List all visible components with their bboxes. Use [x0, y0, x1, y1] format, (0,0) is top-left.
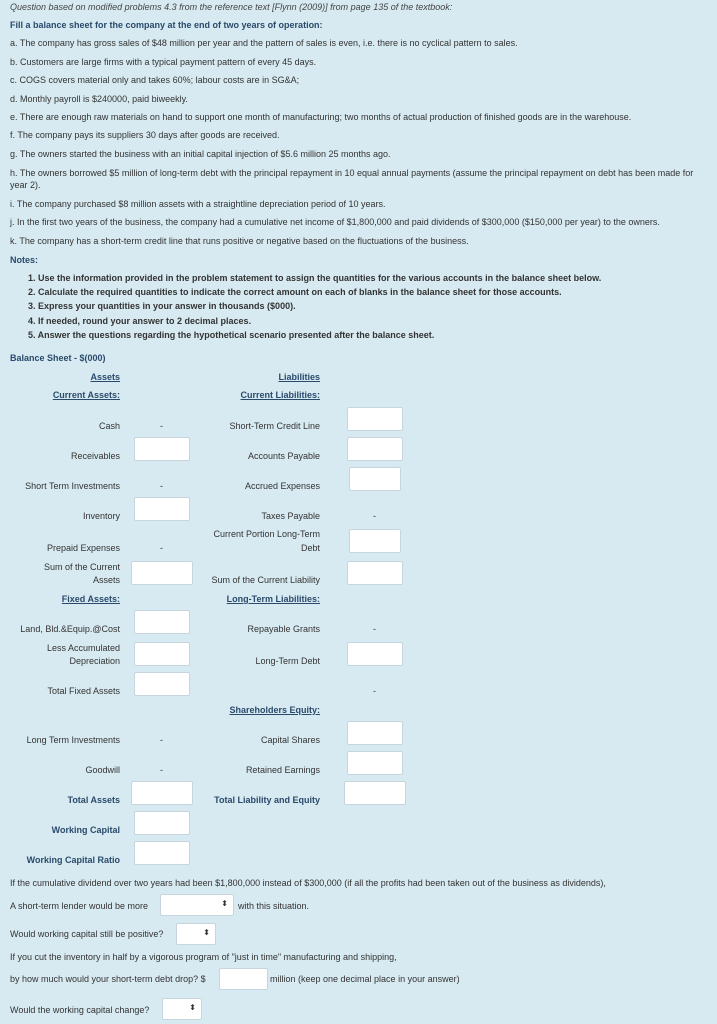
inventory-label: Inventory	[82, 511, 120, 521]
sum-current-liability-label: Sum of the Current Liability	[211, 575, 320, 585]
note-3: 3. Express your quantities in your answer in thousands ($000).	[28, 301, 296, 311]
long-term-debt-input[interactable]	[347, 642, 403, 666]
working-capital-ratio-input[interactable]	[134, 841, 190, 865]
long-term-debt-label: Long-Term Debt	[255, 656, 320, 666]
less-depreciation-label-1: Less Accumulated	[46, 643, 120, 653]
fact-i: i. The company purchased $8 million assets with a straightline depreciation period of 10 years.	[10, 199, 386, 209]
working-capital-label: Working Capital	[51, 825, 120, 835]
total-fixed-assets-input[interactable]	[134, 672, 190, 696]
prepaid-expenses-dash: -	[160, 543, 163, 553]
fact-a: a. The company has gross sales of $48 million per year and the pattern of sales is even, i.e. there is no cyclical pattern to sales.	[10, 38, 518, 48]
goodwill-label: Goodwill	[85, 765, 120, 775]
sum-current-assets-label-1: Sum of the Current	[43, 562, 120, 572]
goodwill-dash: -	[160, 765, 163, 775]
select-arrow-icon: ⬍	[203, 928, 210, 937]
sum-current-assets-input[interactable]	[131, 561, 193, 585]
land-label: Land, Bld.&Equip.@Cost	[20, 624, 120, 634]
receivables-input[interactable]	[134, 437, 190, 461]
repayable-grants-label: Repayable Grants	[247, 624, 320, 634]
q1-text-after: with this situation.	[238, 901, 310, 911]
note-1: 1. Use the information provided in the problem statement to assign the quantities for the various accounts in the balance sheet below.	[28, 273, 602, 283]
lender-comfort-select[interactable]	[160, 894, 234, 916]
total-liability-equity-label: Total Liability and Equity	[214, 795, 320, 805]
repayable-grants-dash: -	[373, 624, 376, 634]
liabilities-header: Liabilities	[278, 372, 320, 382]
taxes-payable-label: Taxes Payable	[261, 511, 320, 521]
cash-dash: -	[160, 421, 163, 431]
working-capital-change-select[interactable]	[162, 998, 202, 1020]
total-assets-label: Total Assets	[67, 795, 120, 805]
short-term-debt-drop-input[interactable]	[219, 968, 268, 990]
working-capital-input[interactable]	[134, 811, 190, 835]
select-arrow-icon: ⬍	[221, 899, 228, 908]
q3-text-after: million (keep one decimal place in your answer)	[270, 974, 460, 984]
select-arrow-icon: ⬍	[189, 1003, 196, 1012]
accrued-expenses-label: Accrued Expenses	[244, 481, 320, 491]
fact-g: g. The owners started the business with an initial capital injection of $5.6 million 25 months ago.	[10, 149, 391, 159]
accrued-expenses-input[interactable]	[349, 467, 401, 491]
cash-label: Cash	[98, 421, 120, 431]
scenario-intro: If the cumulative dividend over two years had been $1,800,000 instead of $300,000 (if all the profits had been taken out of the business as dividends),	[10, 878, 606, 888]
note-5: 5. Answer the questions regarding the hypothetical scenario presented after the balance sheet.	[28, 330, 435, 340]
receivables-label: Receivables	[70, 451, 120, 461]
long-term-investments-dash: -	[160, 735, 163, 745]
instruction: Fill a balance sheet for the company at the end of two years of operation:	[10, 20, 323, 30]
sum-current-liability-input[interactable]	[347, 561, 403, 585]
fact-b: b. Customers are large firms with a typical payment pattern of every 45 days.	[10, 57, 317, 67]
fact-e: e. There are enough raw materials on hand to support one month of manufacturing; two months of actual production of finished goods are in the warehouse.	[10, 112, 632, 122]
total-liability-equity-input[interactable]	[344, 781, 406, 805]
working-capital-positive-select[interactable]	[176, 923, 216, 945]
retained-earnings-input[interactable]	[347, 751, 403, 775]
accounts-payable-input[interactable]	[347, 437, 403, 461]
short-term-investments-label: Short Term Investments	[25, 481, 120, 491]
cpltd-label-1: Current Portion Long-Term	[213, 529, 320, 539]
q3-intro: If you cut the inventory in half by a vigorous program of "just in time" manufacturing and shipping,	[10, 952, 397, 962]
less-depreciation-label-2: Depreciation	[69, 656, 120, 666]
note-4: 4. If needed, round your answer to 2 decimal places.	[28, 316, 252, 326]
current-assets-header: Current Assets:	[52, 390, 120, 400]
capital-shares-input[interactable]	[347, 721, 403, 745]
q2-text: Would working capital still be positive?	[10, 929, 164, 939]
long-term-liabilities-header: Long-Term Liabilities:	[226, 594, 320, 604]
balance-sheet-title: Balance Sheet - $(000)	[10, 353, 106, 363]
long-term-investments-label: Long Term Investments	[26, 735, 120, 745]
accounts-payable-label: Accounts Payable	[247, 451, 320, 461]
short-term-credit-line-input[interactable]	[347, 407, 403, 431]
land-input[interactable]	[134, 610, 190, 634]
question-title: Question based on modified problems 4.3 from the reference text [Flynn (2009)] from page 135 of the textbook:	[10, 2, 453, 12]
capital-shares-label: Capital Shares	[260, 735, 320, 745]
shareholders-equity-dash: -	[373, 686, 376, 696]
current-liabilities-header: Current Liabilities:	[240, 390, 320, 400]
fact-d: d. Monthly payroll is $240000, paid biweekly.	[10, 94, 188, 104]
assets-header: Assets	[90, 372, 120, 382]
working-capital-ratio-label: Working Capital Ratio	[26, 855, 120, 865]
fact-c: c. COGS covers material only and takes 60%; labour costs are in SG&A;	[10, 75, 300, 85]
less-depreciation-input[interactable]	[134, 642, 190, 666]
short-term-credit-line-label: Short-Term Credit Line	[229, 421, 320, 431]
sum-current-assets-label-2: Assets	[92, 575, 120, 585]
fixed-assets-header: Fixed Assets:	[61, 594, 120, 604]
prepaid-expenses-label: Prepaid Expenses	[46, 543, 120, 553]
total-assets-input[interactable]	[131, 781, 193, 805]
fact-j: j. In the first two years of the business, the company had a cumulative net income of $1,800,000 and paid dividends of $300,000 ($150,000 per year) to the owners.	[10, 217, 660, 227]
q3-text-before: by how much would your short-term debt drop? $	[10, 974, 206, 984]
cpltd-input[interactable]	[349, 529, 401, 553]
fact-h: h. The owners borrowed $5 million of long-term debt with the principal repayment in 10 equal annual payments (assume the principal repayment on debt has been made for year 2).	[10, 168, 694, 190]
fact-k: k. The company has a short-term credit line that runs positive or negative based on the fluctuations of the business.	[10, 236, 469, 246]
retained-earnings-label: Retained Earnings	[245, 765, 320, 775]
taxes-payable-dash: -	[373, 511, 376, 521]
q1-text-before: A short-term lender would be more	[10, 901, 149, 911]
inventory-input[interactable]	[134, 497, 190, 521]
short-term-investments-dash: -	[160, 481, 163, 491]
fact-f: f. The company pays its suppliers 30 days after goods are received.	[10, 130, 280, 140]
q4-text: Would the working capital change?	[10, 1005, 150, 1015]
cpltd-label-2: Debt	[300, 543, 320, 553]
shareholders-equity-header: Shareholders Equity:	[229, 705, 320, 715]
total-fixed-assets-label: Total Fixed Assets	[47, 686, 120, 696]
notes-label: Notes:	[10, 255, 39, 265]
note-2: 2. Calculate the required quantities to indicate the correct amount on each of blanks in the balance sheet for those accounts.	[28, 287, 562, 297]
